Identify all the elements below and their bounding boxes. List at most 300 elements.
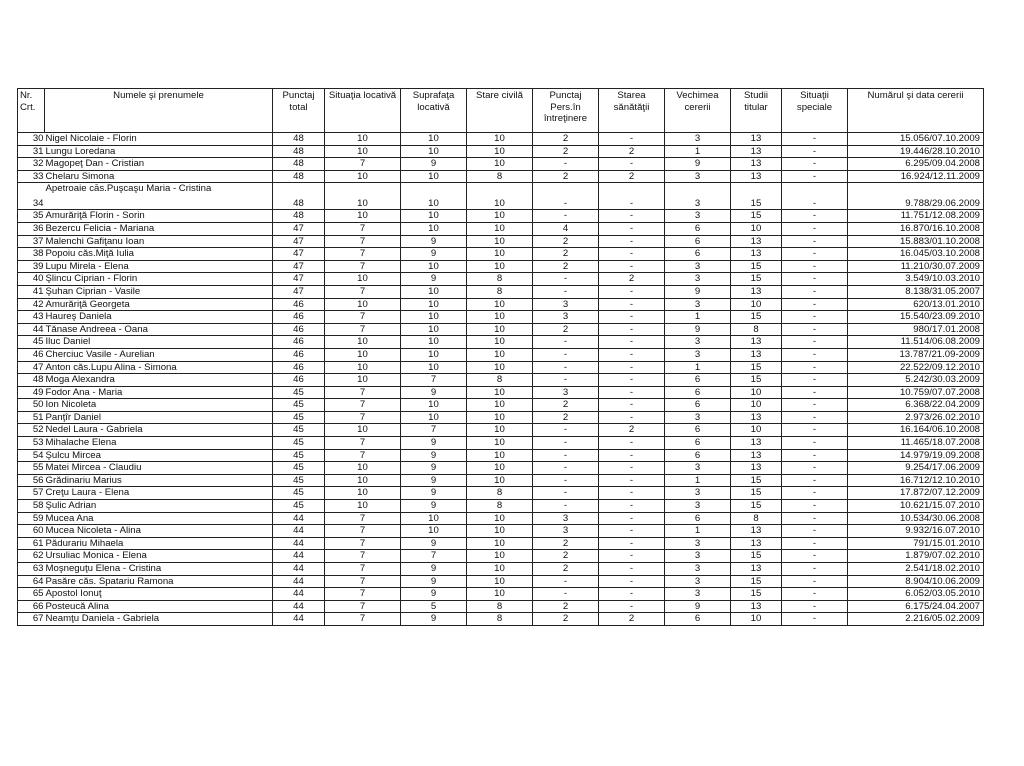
table-row: [18, 550, 984, 563]
request-age-cell: 9: [665, 600, 731, 613]
housing-area-cell: 10: [401, 210, 467, 223]
studies-cell: 15: [731, 311, 782, 324]
studies-cell: 10: [731, 613, 782, 626]
header-special-situations: Situaţii speciale: [782, 89, 848, 133]
special-situations-cell: -: [782, 248, 848, 261]
civil-status-cell: 10: [467, 386, 533, 399]
row-name-cell: Neamţu Daniela - Gabriela: [45, 613, 273, 626]
dependents-score-cell: -: [533, 183, 599, 210]
housing-situation-cell: 10: [325, 374, 401, 387]
housing-situation-cell: 7: [325, 285, 401, 298]
housing-situation-cell: 7: [325, 222, 401, 235]
dependents-score-cell: -: [533, 588, 599, 601]
health-status-cell: -: [599, 248, 665, 261]
row-nr-cell: 51: [18, 411, 45, 424]
request-age-cell: 6: [665, 449, 731, 462]
request-age-cell: 6: [665, 222, 731, 235]
studies-cell: 15: [731, 474, 782, 487]
request-number-date-cell: 16.164/06.10.2008: [848, 424, 984, 437]
request-number-date-cell: 620/13.01.2010: [848, 298, 984, 311]
special-situations-cell: -: [782, 424, 848, 437]
housing-area-cell: 9: [401, 386, 467, 399]
housing-situation-cell: 10: [325, 298, 401, 311]
request-age-cell: 3: [665, 336, 731, 349]
row-name-cell: Anton căs.Lupu Alina - Simona: [45, 361, 273, 374]
table-row: [18, 424, 984, 437]
studies-cell: 10: [731, 399, 782, 412]
civil-status-cell: 10: [467, 550, 533, 563]
row-nr-cell: 47: [18, 361, 45, 374]
row-nr-cell: 36: [18, 222, 45, 235]
civil-status-cell: 10: [467, 183, 533, 210]
civil-status-cell: 8: [467, 600, 533, 613]
table-row: [18, 600, 984, 613]
studies-cell: 15: [731, 575, 782, 588]
civil-status-cell: 10: [467, 323, 533, 336]
studies-cell: 15: [731, 550, 782, 563]
studies-cell: 13: [731, 449, 782, 462]
studies-cell: 13: [731, 462, 782, 475]
housing-area-cell: 7: [401, 424, 467, 437]
header-health-status: Starea sănătăţii: [599, 89, 665, 133]
total-score-cell: 46: [273, 336, 325, 349]
request-number-date-cell: 6.175/24.04.2007: [848, 600, 984, 613]
request-age-cell: 3: [665, 537, 731, 550]
table-row: [18, 222, 984, 235]
housing-area-cell: 10: [401, 399, 467, 412]
studies-cell: 15: [731, 183, 782, 210]
housing-situation-cell: 7: [325, 588, 401, 601]
health-status-cell: -: [599, 386, 665, 399]
studies-cell: 13: [731, 348, 782, 361]
housing-situation-cell: 7: [325, 311, 401, 324]
row-nr-cell: 63: [18, 563, 45, 576]
row-name-cell: Iluc Daniel: [45, 336, 273, 349]
special-situations-cell: -: [782, 449, 848, 462]
health-status-cell: -: [599, 588, 665, 601]
row-name-cell: Moşneguţu Elena - Cristina: [45, 563, 273, 576]
row-nr-cell: 42: [18, 298, 45, 311]
row-nr-cell: 41: [18, 285, 45, 298]
studies-cell: 15: [731, 260, 782, 273]
table-header-row: [18, 89, 984, 133]
housing-area-cell: 5: [401, 600, 467, 613]
dependents-score-cell: 3: [533, 512, 599, 525]
total-score-cell: 45: [273, 411, 325, 424]
special-situations-cell: -: [782, 336, 848, 349]
civil-status-cell: 10: [467, 462, 533, 475]
table-row: [18, 183, 984, 210]
dependents-score-cell: -: [533, 336, 599, 349]
row-name-cell: Mihalache Elena: [45, 437, 273, 450]
studies-cell: 15: [731, 361, 782, 374]
housing-situation-cell: 10: [325, 336, 401, 349]
special-situations-cell: -: [782, 399, 848, 412]
housing-area-cell: 7: [401, 550, 467, 563]
request-age-cell: 3: [665, 462, 731, 475]
housing-situation-cell: 10: [325, 348, 401, 361]
row-nr-cell: 44: [18, 323, 45, 336]
request-number-date-cell: 6.368/22.04.2009: [848, 399, 984, 412]
table-row: [18, 411, 984, 424]
row-name-cell: Haureş Daniela: [45, 311, 273, 324]
row-name-cell: Moga Alexandra: [45, 374, 273, 387]
special-situations-cell: -: [782, 273, 848, 286]
row-nr-cell: 46: [18, 348, 45, 361]
request-number-date-cell: 6.295/09.04.2008: [848, 158, 984, 171]
request-number-date-cell: 17.872/07.12.2009: [848, 487, 984, 500]
health-status-cell: -: [599, 575, 665, 588]
header-total-score: Punctaj total: [273, 89, 325, 133]
dependents-score-cell: -: [533, 285, 599, 298]
studies-cell: 13: [731, 158, 782, 171]
dependents-score-cell: -: [533, 158, 599, 171]
request-age-cell: 6: [665, 386, 731, 399]
total-score-cell: 44: [273, 550, 325, 563]
civil-status-cell: 10: [467, 411, 533, 424]
total-score-cell: 47: [273, 222, 325, 235]
row-name-cell: Chelaru Simona: [45, 170, 273, 183]
studies-cell: 10: [731, 386, 782, 399]
studies-cell: 13: [731, 248, 782, 261]
health-status-cell: -: [599, 487, 665, 500]
request-age-cell: 3: [665, 210, 731, 223]
civil-status-cell: 10: [467, 235, 533, 248]
special-situations-cell: -: [782, 600, 848, 613]
table-row: [18, 273, 984, 286]
health-status-cell: -: [599, 500, 665, 513]
studies-cell: 13: [731, 437, 782, 450]
table-row: [18, 210, 984, 223]
special-situations-cell: -: [782, 487, 848, 500]
health-status-cell: -: [599, 563, 665, 576]
housing-area-cell: 9: [401, 235, 467, 248]
table-row: [18, 563, 984, 576]
table-row: [18, 487, 984, 500]
dependents-score-cell: 2: [533, 260, 599, 273]
table-row: [18, 374, 984, 387]
total-score-cell: 46: [273, 298, 325, 311]
row-nr-cell: 55: [18, 462, 45, 475]
special-situations-cell: -: [782, 323, 848, 336]
housing-area-cell: 9: [401, 449, 467, 462]
table-row: [18, 537, 984, 550]
dependents-score-cell: 2: [533, 600, 599, 613]
table-row: [18, 235, 984, 248]
special-situations-cell: -: [782, 145, 848, 158]
row-name-cell: Grădinariu Marius: [45, 474, 273, 487]
civil-status-cell: 10: [467, 525, 533, 538]
housing-situation-cell: 7: [325, 386, 401, 399]
health-status-cell: 2: [599, 273, 665, 286]
row-nr-cell: 39: [18, 260, 45, 273]
health-status-cell: -: [599, 210, 665, 223]
row-nr-cell: 49: [18, 386, 45, 399]
housing-area-cell: 9: [401, 474, 467, 487]
dependents-score-cell: -: [533, 474, 599, 487]
studies-cell: 15: [731, 588, 782, 601]
health-status-cell: -: [599, 411, 665, 424]
health-status-cell: -: [599, 462, 665, 475]
housing-situation-cell: 10: [325, 361, 401, 374]
row-nr-cell: 32: [18, 158, 45, 171]
housing-situation-cell: 7: [325, 449, 401, 462]
request-number-date-cell: 9.788/29.06.2009: [848, 183, 984, 210]
civil-status-cell: 10: [467, 449, 533, 462]
housing-area-cell: 9: [401, 437, 467, 450]
housing-situation-cell: 10: [325, 145, 401, 158]
request-age-cell: 1: [665, 311, 731, 324]
request-age-cell: 3: [665, 500, 731, 513]
request-age-cell: 1: [665, 145, 731, 158]
row-nr-cell: 43: [18, 311, 45, 324]
special-situations-cell: -: [782, 588, 848, 601]
request-age-cell: 6: [665, 424, 731, 437]
request-age-cell: 3: [665, 133, 731, 146]
studies-cell: 13: [731, 145, 782, 158]
row-name-cell: Nigel Nicolaie - Florin: [45, 133, 273, 146]
housing-area-cell: 10: [401, 525, 467, 538]
row-nr-cell: 45: [18, 336, 45, 349]
request-number-date-cell: 9.932/16.07.2010: [848, 525, 984, 538]
request-number-date-cell: 10.621/15.07.2010: [848, 500, 984, 513]
row-name-cell: Şulic Adrian: [45, 500, 273, 513]
housing-situation-cell: 7: [325, 248, 401, 261]
housing-situation-cell: 10: [325, 183, 401, 210]
request-number-date-cell: 16.045/03.10.2008: [848, 248, 984, 261]
housing-area-cell: 10: [401, 285, 467, 298]
request-age-cell: 6: [665, 437, 731, 450]
total-score-cell: 46: [273, 374, 325, 387]
housing-situation-cell: 10: [325, 210, 401, 223]
total-score-cell: 46: [273, 323, 325, 336]
studies-cell: 8: [731, 323, 782, 336]
request-age-cell: 1: [665, 361, 731, 374]
header-request-age: Vechimea cererii: [665, 89, 731, 133]
health-status-cell: -: [599, 525, 665, 538]
row-nr-cell: 53: [18, 437, 45, 450]
civil-status-cell: 10: [467, 210, 533, 223]
header-studies: Studii titular: [731, 89, 782, 133]
request-age-cell: 3: [665, 550, 731, 563]
dependents-score-cell: -: [533, 462, 599, 475]
health-status-cell: -: [599, 235, 665, 248]
housing-area-cell: 9: [401, 575, 467, 588]
housing-area-cell: 10: [401, 336, 467, 349]
request-number-date-cell: 2.973/26.02.2010: [848, 411, 984, 424]
row-nr-cell: 62: [18, 550, 45, 563]
housing-situation-cell: 10: [325, 133, 401, 146]
total-score-cell: 45: [273, 424, 325, 437]
housing-area-cell: 10: [401, 348, 467, 361]
studies-cell: 13: [731, 600, 782, 613]
total-score-cell: 48: [273, 145, 325, 158]
dependents-score-cell: 2: [533, 613, 599, 626]
dependents-score-cell: -: [533, 424, 599, 437]
special-situations-cell: -: [782, 183, 848, 210]
table-row: [18, 348, 984, 361]
request-number-date-cell: 15.540/23.09.2010: [848, 311, 984, 324]
special-situations-cell: -: [782, 550, 848, 563]
header-dependents-score: Punctaj Pers.în întreţinere: [533, 89, 599, 133]
request-number-date-cell: 11.465/18.07.2008: [848, 437, 984, 450]
header-housing-situation: Situaţia locativă: [325, 89, 401, 133]
dependents-score-cell: 2: [533, 550, 599, 563]
row-name-cell: Cherciuc Vasile - Aurelian: [45, 348, 273, 361]
housing-area-cell: 9: [401, 487, 467, 500]
studies-cell: 13: [731, 235, 782, 248]
row-name-cell: Mucea Ana: [45, 512, 273, 525]
studies-cell: 10: [731, 424, 782, 437]
special-situations-cell: -: [782, 474, 848, 487]
dependents-score-cell: -: [533, 210, 599, 223]
dependents-score-cell: 2: [533, 411, 599, 424]
housing-situation-cell: 10: [325, 487, 401, 500]
request-age-cell: 3: [665, 183, 731, 210]
special-situations-cell: -: [782, 133, 848, 146]
civil-status-cell: 10: [467, 133, 533, 146]
housing-area-cell: 9: [401, 462, 467, 475]
housing-area-cell: 9: [401, 273, 467, 286]
table-row: [18, 449, 984, 462]
civil-status-cell: 10: [467, 399, 533, 412]
housing-area-cell: 10: [401, 222, 467, 235]
request-age-cell: 6: [665, 512, 731, 525]
housing-area-cell: 9: [401, 500, 467, 513]
housing-situation-cell: 7: [325, 563, 401, 576]
special-situations-cell: -: [782, 260, 848, 273]
dependents-score-cell: 2: [533, 170, 599, 183]
request-age-cell: 3: [665, 411, 731, 424]
health-status-cell: -: [599, 133, 665, 146]
table-row: [18, 462, 984, 475]
ranking-table: [17, 88, 984, 626]
row-name-cell: Pădurariu Mihaela: [45, 537, 273, 550]
special-situations-cell: -: [782, 222, 848, 235]
request-number-date-cell: 2.216/05.02.2009: [848, 613, 984, 626]
request-age-cell: 6: [665, 399, 731, 412]
row-nr-cell: 33: [18, 170, 45, 183]
request-age-cell: 1: [665, 474, 731, 487]
special-situations-cell: -: [782, 500, 848, 513]
housing-situation-cell: 7: [325, 158, 401, 171]
row-name-cell: Matei Mircea - Claudiu: [45, 462, 273, 475]
request-number-date-cell: 6.052/03.05.2010: [848, 588, 984, 601]
housing-situation-cell: 7: [325, 600, 401, 613]
health-status-cell: -: [599, 449, 665, 462]
total-score-cell: 44: [273, 537, 325, 550]
request-number-date-cell: 8.904/10.06.2009: [848, 575, 984, 588]
health-status-cell: -: [599, 158, 665, 171]
studies-cell: 8: [731, 512, 782, 525]
row-name-cell: Amurăriţă Florin - Sorin: [45, 210, 273, 223]
total-score-cell: 44: [273, 512, 325, 525]
housing-situation-cell: 7: [325, 525, 401, 538]
housing-area-cell: 10: [401, 133, 467, 146]
studies-cell: 13: [731, 525, 782, 538]
housing-situation-cell: 7: [325, 437, 401, 450]
health-status-cell: -: [599, 183, 665, 210]
civil-status-cell: 8: [467, 170, 533, 183]
housing-area-cell: 9: [401, 537, 467, 550]
total-score-cell: 46: [273, 311, 325, 324]
row-name-cell: Amurăriţă Georgeta: [45, 298, 273, 311]
request-number-date-cell: 1.879/07.02.2010: [848, 550, 984, 563]
header-nr: Nr. Crt.: [18, 89, 45, 133]
health-status-cell: -: [599, 260, 665, 273]
request-number-date-cell: 14.979/19.09.2008: [848, 449, 984, 462]
housing-situation-cell: 7: [325, 411, 401, 424]
total-score-cell: 48: [273, 210, 325, 223]
row-name-cell: Lungu Loredana: [45, 145, 273, 158]
housing-area-cell: 10: [401, 183, 467, 210]
health-status-cell: -: [599, 311, 665, 324]
total-score-cell: 44: [273, 575, 325, 588]
request-age-cell: 3: [665, 348, 731, 361]
housing-situation-cell: 10: [325, 474, 401, 487]
total-score-cell: 45: [273, 437, 325, 450]
row-nr-cell: 65: [18, 588, 45, 601]
housing-situation-cell: 7: [325, 537, 401, 550]
request-number-date-cell: 2.541/18.02.2010: [848, 563, 984, 576]
housing-situation-cell: 10: [325, 170, 401, 183]
request-age-cell: 3: [665, 273, 731, 286]
health-status-cell: 2: [599, 170, 665, 183]
table-row: [18, 336, 984, 349]
request-age-cell: 6: [665, 374, 731, 387]
dependents-score-cell: 3: [533, 386, 599, 399]
request-number-date-cell: 16.712/12.10.2010: [848, 474, 984, 487]
row-name-cell: Şulcu Mircea: [45, 449, 273, 462]
housing-situation-cell: 7: [325, 260, 401, 273]
civil-status-cell: 8: [467, 374, 533, 387]
housing-situation-cell: 7: [325, 399, 401, 412]
housing-area-cell: 9: [401, 563, 467, 576]
health-status-cell: -: [599, 285, 665, 298]
table-row: [18, 512, 984, 525]
total-score-cell: 45: [273, 449, 325, 462]
studies-cell: 10: [731, 222, 782, 235]
health-status-cell: -: [599, 323, 665, 336]
health-status-cell: -: [599, 222, 665, 235]
total-score-cell: 44: [273, 525, 325, 538]
request-age-cell: 9: [665, 158, 731, 171]
request-number-date-cell: 19.446/28.10.2010: [848, 145, 984, 158]
civil-status-cell: 10: [467, 437, 533, 450]
row-nr-cell: 64: [18, 575, 45, 588]
health-status-cell: -: [599, 550, 665, 563]
special-situations-cell: -: [782, 298, 848, 311]
row-nr-cell: 31: [18, 145, 45, 158]
dependents-score-cell: -: [533, 575, 599, 588]
housing-area-cell: 10: [401, 512, 467, 525]
housing-situation-cell: 10: [325, 424, 401, 437]
request-number-date-cell: 10.534/30.06.2008: [848, 512, 984, 525]
row-nr-cell: 34: [18, 183, 45, 210]
total-score-cell: 45: [273, 500, 325, 513]
special-situations-cell: -: [782, 575, 848, 588]
request-number-date-cell: 9.254/17.06.2009: [848, 462, 984, 475]
special-situations-cell: -: [782, 462, 848, 475]
dependents-score-cell: 2: [533, 235, 599, 248]
special-situations-cell: -: [782, 235, 848, 248]
housing-area-cell: 10: [401, 298, 467, 311]
table-row: [18, 613, 984, 626]
housing-situation-cell: 7: [325, 235, 401, 248]
request-age-cell: 6: [665, 248, 731, 261]
row-name-cell: Lupu Mirela - Elena: [45, 260, 273, 273]
request-age-cell: 9: [665, 323, 731, 336]
